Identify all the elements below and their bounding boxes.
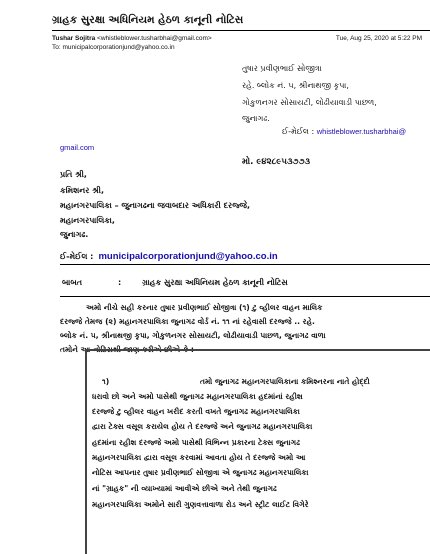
point-line: નાં "ગ્રાહક" ની વ્યાખ્યામાં આવીએ છીએ અને તેથી જુનાગઢ <box>92 484 277 493</box>
sender-mobile: મો. ૯૪૨૮૯૫૩૭૭૩ <box>242 157 311 167</box>
sender-address-2: ગોકુળનગર સોસાયટી, લોઢીયાવાડી પાછળ, <box>242 98 377 107</box>
point-line: ધરાવો છો અને અમો પાસેથી જુનાગઢ મહાનગરપાલિકા હદમાંનાં રહીશ <box>92 392 303 401</box>
recipient-line-2: કમિશનર શ્રી, <box>60 186 104 195</box>
subject-colon: : <box>118 278 122 287</box>
to-label: To: <box>52 44 61 51</box>
point-line: મહાનગરપાલિકા અમોને સારી ગુણવત્તાવાળા રોડ અને સ્ટ્રીટ લાઈટ વિગેરે <box>92 500 309 509</box>
subject-divider-bottom <box>60 296 430 297</box>
sender-city: જુનાગઢ. <box>242 114 270 123</box>
subject-text: ગ્રાહક સુરક્ષા અધિનિયમ હેઠળ કાનૂની નોટિસ <box>142 278 288 287</box>
from-name: Tushar Sojitra <box>52 35 96 42</box>
from-email[interactable]: <whistleblower.tusharbhai@gmail.com> <box>97 35 212 42</box>
point-line: નોટિસ આપનાર તુષાર પ્રવીણભાઈ સોજીત્રા એ જુનાગઢ મહાનગરપાલિકા <box>92 468 309 477</box>
sender-address-1: રહે. બ્લોક નં. ૫, શ્રીનાથજી કૃપા, <box>242 81 349 90</box>
subject-divider-top <box>60 264 430 265</box>
subject-label: બાબત <box>62 278 83 287</box>
sender-email-link[interactable]: whistleblower.tusharbhai@ <box>316 127 407 136</box>
intro-line-3: બ્લોક નં. ૫, શ્રીનાથજી કૃપા, ગોકુળનગર સોસાયટી, લોઢીયાવાડી પાછળ, જુનાગઢ વાળા <box>60 331 326 340</box>
point-number: ૧) <box>102 377 110 386</box>
point-line: હદમાંના રહીશ દરજ્જે અમો પાસેથી વિભિન્ન પ્રકારના ટેક્સ જુનાગઢ <box>92 438 300 447</box>
email-to <box>52 44 175 51</box>
sender-email-link-cont[interactable]: gmail.com <box>60 143 95 152</box>
recipient-email-label: ઈ-મેઈલ : <box>60 252 94 261</box>
recipient-line-3: મહાનગરપાલિકા – જુનાગઢના જવાબદાર અધિકારી દરજ્જે, <box>60 201 251 210</box>
point-line: દ્વારા ટેક્સ વસૂલ કરાયેલ હોય તે દરજ્જે અને જુનાગઢ મહાનગરપાલિકા <box>92 422 313 431</box>
recipient-email-row <box>60 244 278 263</box>
point-line: દરજ્જે ટુ વ્હીલર વાહન ખરીદ કરતી વખતે જુનાગઢ મહાનગરપાલિકા <box>92 407 300 416</box>
header-divider <box>52 30 430 31</box>
point-first-line: તમો જુનાગઢ મહાનગરપાલિકાના કમિશ્નરના નાતે હોદ્દો <box>200 377 370 386</box>
point-line: મહાનગરપાલિકા દ્વારા વસૂલ કરવામાં આવતા હોય તે દરજ્જે અમો આ <box>92 453 306 462</box>
sender-email-row <box>282 127 406 137</box>
recipient-line-1: પ્રતિ શ્રી, <box>60 170 87 179</box>
intro-line-4: તમોને આ નોટિસથી જાણ કરીએ છીએ કે :- <box>60 345 198 354</box>
intro-line-1: અમો નીચે સહી કરનાર તુષાર પ્રવીણભાઈ સોજીત્રા (૧) ટુ વ્હીલર વાહન માલિક <box>86 303 323 312</box>
recipient-line-5: જુનાગઢ. <box>60 230 89 239</box>
sender-name: તુષાર પ્રવીણભાઈ સોજીત્રા <box>242 64 322 73</box>
to-email[interactable]: municipalcorporationjund@yahoo.co.in <box>62 44 175 51</box>
email-date: Tue, Aug 25, 2020 at 5:22 PM <box>335 35 422 42</box>
intro-line-2: દરજ્જે તેમજ (૨) મહાનગરપાલિકા જુનાગઢ વોર્ડ નં. ૧૧ નાં રહેવાસી દરજ્જે .. રહે. <box>60 317 315 326</box>
recipient-line-4: મહાનગરપાલિકા, <box>60 216 115 225</box>
email-subject: ગ્રાહક સુરક્ષા અધિનિયમ હેઠળ કાનૂની નોટિસ <box>52 14 244 26</box>
recipient-email-link[interactable]: municipalcorporationjund@yahoo.co.in <box>98 251 278 262</box>
sender-email-label: ઈ-મેઈલ : <box>282 127 315 136</box>
email-from <box>52 35 212 42</box>
